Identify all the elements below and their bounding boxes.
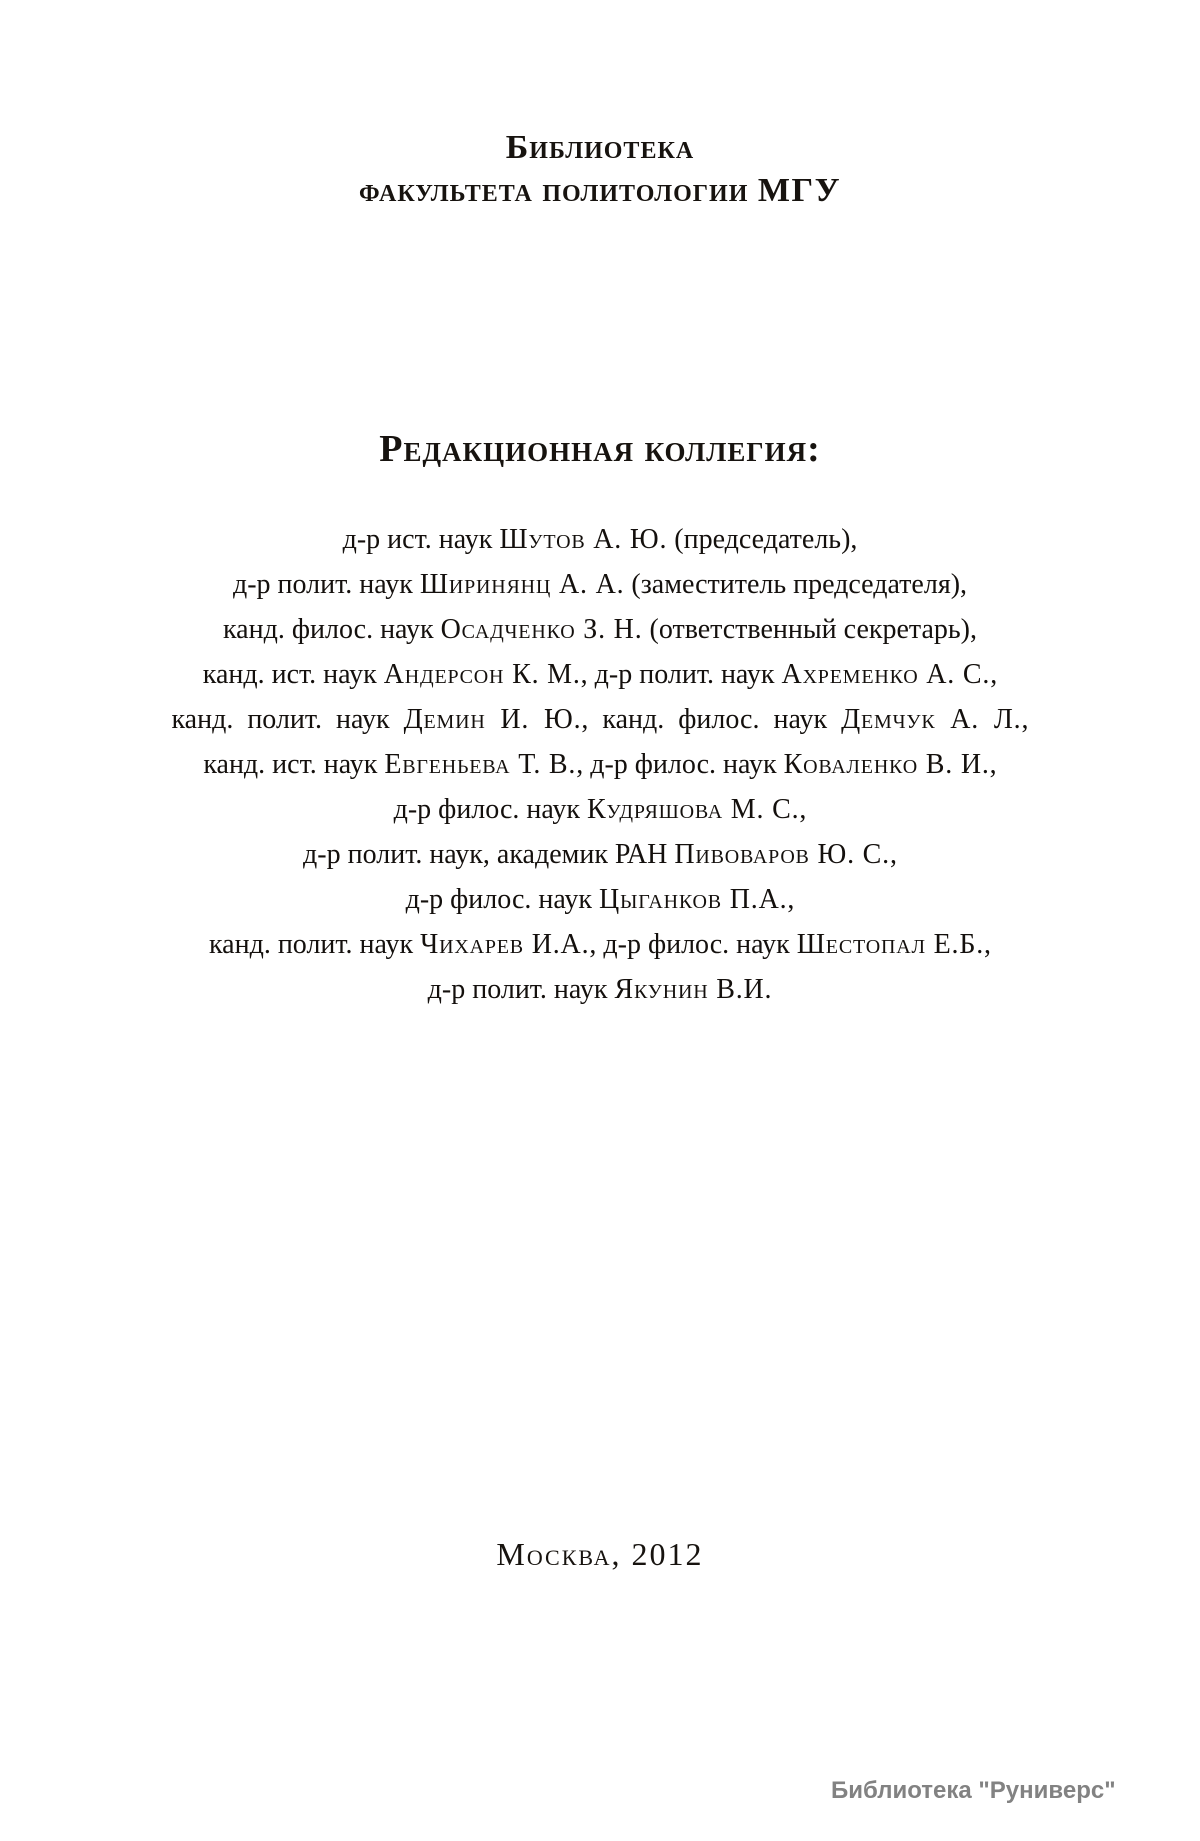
board-member-line [0, 787, 1200, 832]
org-abbreviation: МГУ [757, 172, 842, 209]
board-member-line [0, 562, 1200, 607]
board-member-line [0, 922, 1200, 967]
member-degree-text: д-р филос. наук [405, 884, 599, 915]
member-name: Андерсон К. М. [383, 659, 581, 690]
series-line1: Библиотека [505, 129, 695, 166]
member-degree-text: канд. ист. наук [203, 749, 385, 780]
board-member-line [0, 742, 1200, 787]
member-degree-text: , [989, 749, 997, 780]
member-degree-text: д-р филос. наук [393, 794, 587, 825]
member-degree-text: , [799, 794, 807, 825]
member-name: Ахременко А. С. [781, 659, 991, 690]
member-name: Шутов А. Ю. [499, 524, 668, 555]
board-member-line [0, 877, 1200, 922]
member-degree-text: , [984, 929, 991, 960]
member-name: Евгеньева Т. В. [384, 749, 577, 780]
series-line2 [0, 169, 1200, 212]
member-name: Шестопал Е.Б. [796, 929, 984, 960]
member-name: Коваленко В. И. [783, 749, 990, 780]
series-line2-text: факультета политологии [358, 172, 758, 209]
member-degree-text: , канд. филос. наук [581, 704, 842, 735]
member-name: Осадченко З. Н. [440, 614, 643, 645]
board-member-line [0, 967, 1200, 1012]
member-name: Ширинянц А. А. [419, 569, 625, 600]
member-degree-text: (председатель), [667, 524, 858, 555]
member-degree-text: , д-р филос. наук [589, 929, 797, 960]
board-member-line [0, 697, 1200, 742]
member-degree-text: канд. полит. наук [171, 704, 404, 735]
member-name: Цыганков П.А. [598, 884, 788, 915]
imprint-city-year: Москва, 2012 [496, 1536, 704, 1572]
member-degree-text: (ответственный секретарь), [642, 614, 977, 645]
member-degree-text: д-р полит. наук, академик РАН [303, 839, 675, 870]
member-degree-text: (заместитель председателя), [624, 569, 968, 600]
editorial-board-heading: Редакционная коллегия: [379, 428, 821, 470]
member-name: Якунин В.И. [614, 974, 773, 1005]
member-degree-text: канд. ист. наук [202, 659, 384, 690]
member-degree-text: , [889, 839, 897, 870]
member-name: Кудряшова М. С. [587, 794, 800, 825]
member-degree-text: канд. полит. наук [208, 929, 421, 960]
series-header [0, 126, 1200, 212]
member-degree-text: , [787, 884, 795, 915]
member-name: Демин И. Ю. [403, 704, 582, 735]
member-degree-text: д-р ист. наук [342, 524, 500, 555]
runivers-library-watermark: Библиотека "Руниверс" [831, 1777, 1116, 1804]
member-name: Пивоваров Ю. С. [674, 839, 890, 870]
board-member-line [0, 607, 1200, 652]
member-degree-text: , д-р филос. наук [576, 749, 784, 780]
member-degree-text: д-р полит. наук [232, 569, 420, 600]
board-member-line [0, 652, 1200, 697]
member-name: Демчук А. Л. [841, 704, 1022, 735]
board-member-line [0, 517, 1200, 562]
board-member-line [0, 832, 1200, 877]
editorial-board-list [0, 517, 1200, 1012]
member-degree-text: канд. филос. наук [223, 614, 441, 645]
member-degree-text: , [1021, 704, 1029, 735]
member-degree-text: , д-р полит. наук [580, 659, 782, 690]
member-name: Чихарев И.А. [420, 929, 590, 960]
member-degree-text: , [990, 659, 998, 690]
member-degree-text: д-р полит. наук [427, 974, 615, 1005]
